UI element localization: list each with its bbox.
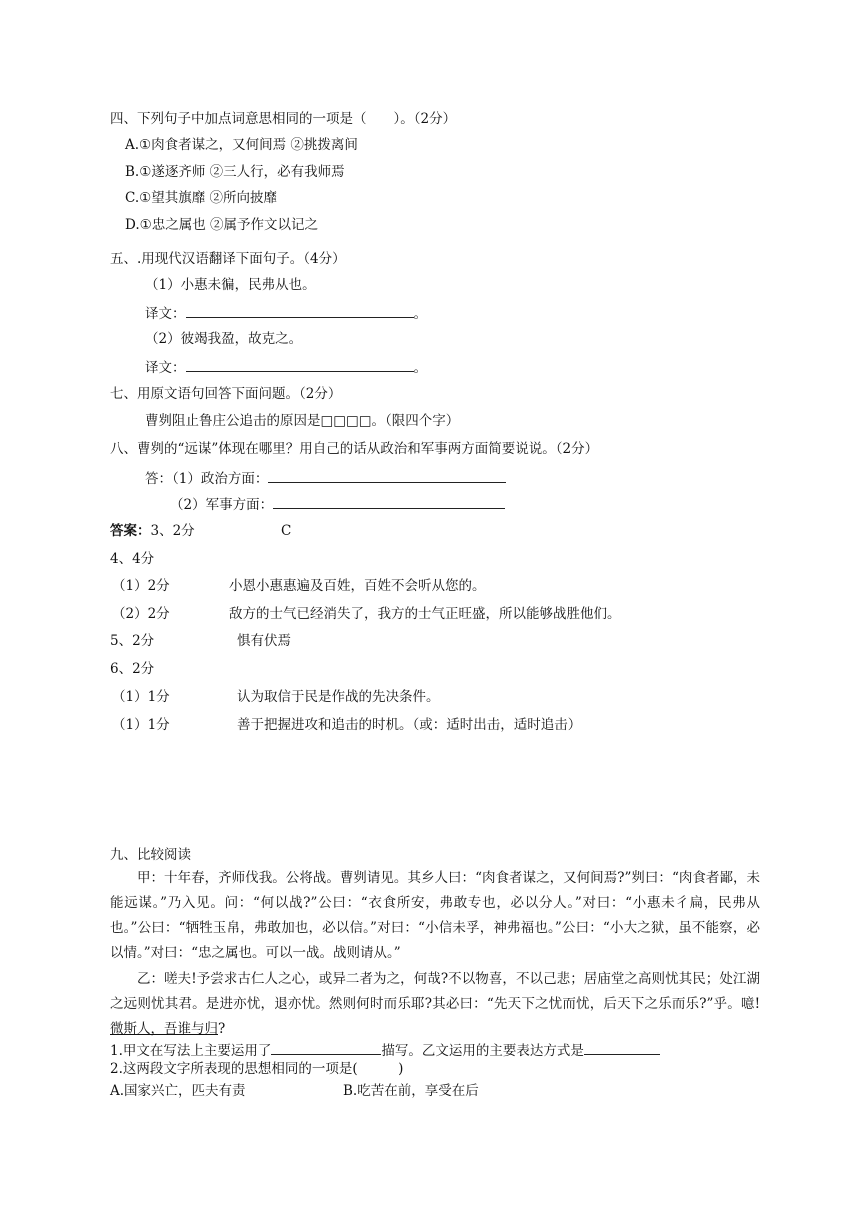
q9-question-1 bbox=[110, 1040, 660, 1060]
answer-blank bbox=[186, 357, 414, 372]
answer-label: （2）军事方面： bbox=[170, 497, 274, 513]
answer-head: （2）2分 bbox=[112, 606, 170, 622]
answer-value: 敌方的士气已经消失了，我方的士气正旺盛，所以能够战胜他们。 bbox=[229, 606, 621, 622]
passage-yi-underlined: 微斯人，吾谁与归 bbox=[110, 1021, 218, 1037]
q9-question-2: 2.这两段文字所表现的思想相同的一项是( ) bbox=[110, 1061, 404, 1077]
answer-value: 小恩小惠惠遍及百姓，百姓不会听从您的。 bbox=[229, 578, 486, 594]
q4-title: 四、下列句子中加点词意思相同的一项是（ ）。（2分） bbox=[110, 111, 457, 127]
q9-title: 九、比较阅读 bbox=[110, 847, 191, 863]
answer-blank bbox=[271, 1040, 381, 1055]
q4-option-c: C.①望其旗靡 ②所向披靡 bbox=[125, 190, 278, 206]
passage-yi-end: ? bbox=[218, 1021, 226, 1037]
question-text: 描写。乙文运用的主要表达方式是 bbox=[381, 1043, 584, 1059]
q8-title: 八、曹刿的“远谋”体现在哪里？用自己的话从政治和军事两方面简要说说。（2分） bbox=[110, 441, 599, 457]
question-text: 1.甲文在写法上主要运用了 bbox=[110, 1043, 272, 1059]
answer-head: 6、2分 bbox=[110, 661, 155, 677]
q5-translation-1 bbox=[145, 303, 427, 323]
answer-head: （1）1分 bbox=[112, 717, 170, 733]
answer-value: 认为取信于民是作战的先决条件。 bbox=[237, 689, 440, 705]
q7-question: 曹刿阻止鲁庄公追击的原因是□□□□。（限四个字） bbox=[145, 413, 460, 429]
answer-head: 5、2分 bbox=[110, 633, 155, 649]
answers-label: 答案： bbox=[110, 523, 151, 539]
q8-answer-political bbox=[145, 468, 506, 488]
q9-option-a: A.国家兴亡，匹夫有责 bbox=[110, 1083, 246, 1099]
q7-title: 七、用原文语句回答下面问题。（2分） bbox=[110, 386, 342, 402]
answer-label: 答：（1）政治方面： bbox=[145, 471, 269, 487]
answer-blank bbox=[268, 468, 506, 483]
q8-answer-military bbox=[170, 494, 505, 514]
answer-value: C bbox=[281, 523, 292, 539]
translation-label: 译文： bbox=[145, 306, 186, 322]
passage-yi-main: 乙：嗟夫!予尝求古仁人之心，或异二者为之，何哉?不以物喜，不以己悲；居庙堂之高则忧其民；处江湖之远则忧其君。是进亦忧，退亦忧。然则何时而乐耶?其必曰：“先天下之忧而忧，后天下之乐而乐?”乎。噫! bbox=[110, 971, 760, 1012]
passage-yi bbox=[110, 967, 760, 1042]
answer-blank bbox=[273, 494, 505, 509]
q5-sentence-1: （1）小惠未徧，民弗从也。 bbox=[145, 277, 316, 293]
answer-blank bbox=[584, 1040, 660, 1055]
answer-head: （1）2分 bbox=[112, 578, 170, 594]
answer-head: （1）1分 bbox=[112, 689, 170, 705]
translation-label: 译文： bbox=[145, 360, 186, 376]
q5-sentence-2: （2）彼竭我盈，故克之。 bbox=[145, 331, 303, 347]
answer-head: 4、4分 bbox=[110, 551, 155, 567]
q9-option-b: B.吃苦在前，享受在后 bbox=[343, 1083, 479, 1099]
answer-value: 善于把握进攻和追击的时机。（或：适时出击，适时追击） bbox=[237, 717, 582, 733]
answer-blank bbox=[186, 303, 414, 318]
end-mark: 。 bbox=[413, 306, 427, 322]
passage-jia: 甲：十年春，齐师伐我。公将战。曹刿请见。其乡人曰：“肉食者谋之，又何间焉?”刿曰：“肉食者鄙，未能远谋。”乃入见。问：“何以战?”公曰：“衣食所安，弗敢专也，必以分人。”对曰：“小惠未彳扁，民弗从也。”公曰：“牺牲玉帛，弗敢加也，必以信。”对曰：“小信未孚，神弗福也。”公曰：“小大之狱，虽不能察，必以情。”对曰：“忠之属也。可以一战。战则请从。” bbox=[110, 870, 760, 961]
q4-option-a: A.①肉食者谋之，又何间焉 ②挑拨离间 bbox=[125, 137, 358, 153]
q5-title: 五、.用现代汉语翻译下面句子。（4分） bbox=[110, 251, 346, 267]
q4-option-b: B.①遂逐齐师 ②三人行，必有我师焉 bbox=[125, 164, 345, 180]
answer-head: 3、2分 bbox=[150, 523, 195, 539]
end-mark: 。 bbox=[413, 360, 427, 376]
answer-value: 惧有伏焉 bbox=[237, 633, 291, 649]
answers-row-3 bbox=[110, 522, 195, 540]
q5-translation-2 bbox=[145, 357, 427, 377]
q4-option-d: D.①忠之属也 ②属予作文以记之 bbox=[125, 217, 319, 233]
